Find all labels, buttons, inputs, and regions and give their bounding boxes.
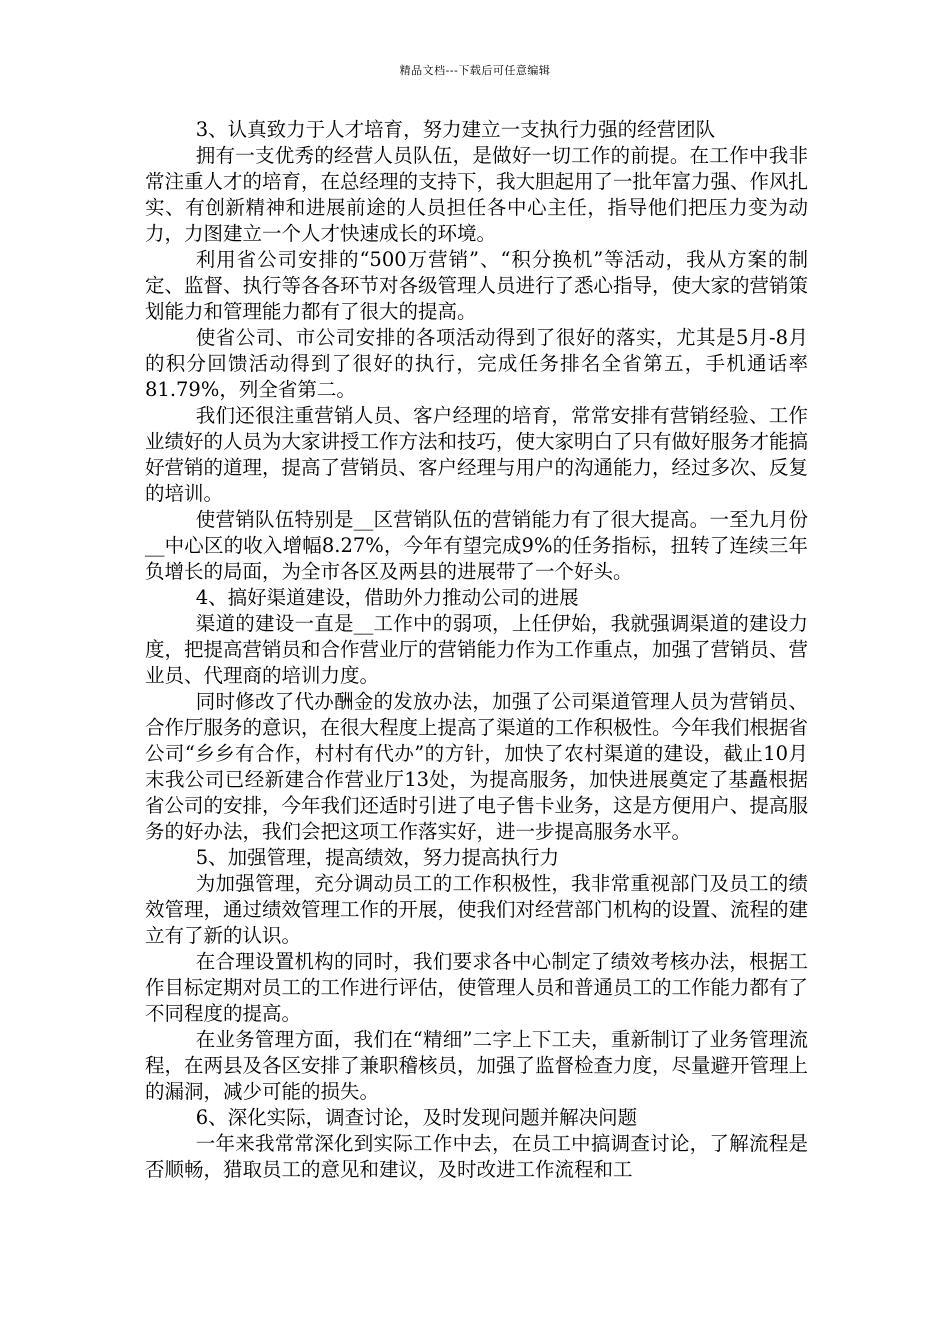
paragraph: 为加强管理，充分调动员工的工作积极性，我非常重视部门及员工的绩效管理，通过绩效管理工作的开展，使我们对经营部门机构的设置、流程的建立有了新的认识。 xyxy=(145,872,809,947)
paragraph: 使省公司、市公司安排的各项活动得到了很好的落实，尤其是5月-8月的积分回馈活动得到了很好的执行，完成任务排名全省第五，手机通话率81.79%，列全省第二。 xyxy=(145,326,808,401)
paragraph: 一年来我常常深化到实际工作中去，在员工中搞调查讨论，了解流程是否顺畅，猎取员工的意见和建议，及时改进工作流程和工 xyxy=(145,1132,808,1181)
paragraph: 拥有一支优秀的经营人员队伍，是做好一切工作的前提。在工作中我非常注重人才的培育，在总经理的支持下，我大胆起用了一批年富力强、作风扎实、有创新精神和进展前途的人员担任各中心主任，指导他们把压力变为动力，力图建立一个人才快速成长的环境。 xyxy=(145,144,809,245)
paragraph: 利用省公司安排的“500万营销”、“积分换机”等活动，我从方案的制定、监督、执行等各各环节对各级管理人员进行了悉心指导，使大家的营销策划能力和管理能力都有了很大的提高。 xyxy=(145,248,809,323)
paragraph: 在业务管理方面，我们在“精细”二字上下工夫，重新制订了业务管理流程，在两县及各区安排了兼职稽核员，加强了监督检查力度，尽量避开管理上的漏洞，减少可能的损失。 xyxy=(145,1028,809,1103)
paragraph: 渠道的建设一直是__工作中的弱项，上任伊始，我就强调渠道的建设力度，把提高营销员和合作营业厅的营销能力作为工作重点，加强了营销员、营业员、代理商的培训力度。 xyxy=(145,612,809,687)
page-header: 精品文档---下载后可任意编辑 xyxy=(399,64,551,77)
document-body xyxy=(145,117,808,1183)
paragraph: 在合理设置机构的同时，我们要求各中心制定了绩效考核办法，根据工作目标定期对员工的工作进行评估，使管理人员和普通员工的工作能力都有了不同程度的提高。 xyxy=(145,950,809,1025)
paragraph: 我们还很注重营销人员、客户经理的培育，常常安排有营销经验、工作业绩好的人员为大家讲授工作方法和技巧，使大家明白了只有做好服务才能搞好营销的道理，提高了营销员、客户经理与用户的沟通能力，经过多次、反复的培训。 xyxy=(145,404,809,505)
section-heading: 6、深化实际，调查讨论，及时发现问题并解决问题 xyxy=(195,1106,638,1129)
paragraph: 同时修改了代办酬金的发放办法，加强了公司渠道管理人员为营销员、合作厅服务的意识，在很大程度上提高了渠道的工作积极性。今年我们根据省公司“乡乡有合作，村村有代办”的方针，加快了农村渠道的建设，截止10月末我公司已经新建合作营业厅13处，为提高服务，加快进展奠定了基矗根据省公司的安排，今年我们还适时引进了电子售卡业务，这是方便用户、提高服务的好办法，我们会把这项工作落实好，进一步提高服务水平。 xyxy=(145,690,809,843)
section-heading: 4、搞好渠道建设，借助外力推动公司的进展 xyxy=(195,586,579,609)
paragraph: 使营销队伍特别是__区营销队伍的营销能力有了很大提高。一至九月份__中心区的收入增幅8.27%，今年有望完成9%的任务指标，扭转了连续三年负增长的局面，为全市各区及两县的进展带了一个好头。 xyxy=(145,508,808,583)
section-heading: 3、认真致力于人才培育，努力建立一支执行力强的经营团队 xyxy=(195,118,716,141)
section-heading: 5、加强管理，提高绩效，努力提高执行力 xyxy=(195,846,560,869)
